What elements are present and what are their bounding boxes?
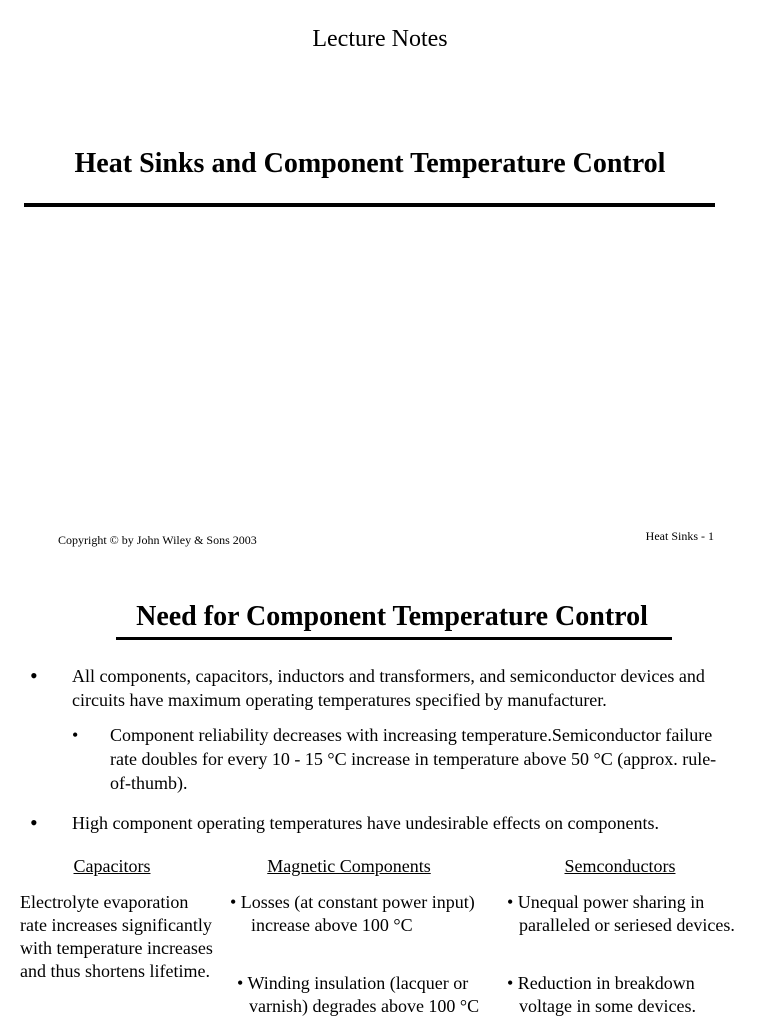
column-heading-semiconductors: Semconductors	[564, 856, 676, 876]
magnetic-item: • Losses (at constant power input) increase above 100 °C	[230, 892, 475, 935]
slide2-title: Need for Component Temperature Control	[136, 601, 648, 632]
column-heading-magnetic-components: Magnetic Components	[267, 856, 431, 876]
bullet-text: All components, capacitors, inductors and transformers, and semiconductor devices and circuits have maximum operating temperatures specified by manufacturer.	[72, 666, 705, 710]
title-divider	[24, 203, 715, 207]
column-heading-capacitors: Capacitors	[73, 856, 151, 876]
magnetic-item: • Winding insulation (lacquer or varnish) degrades above 100 °C	[237, 973, 480, 1016]
copyright-notice: Copyright © by John Wiley & Sons 2003	[58, 533, 257, 547]
slide1-title: Heat Sinks and Component Temperature Control	[74, 148, 666, 179]
sub-bullet-text: Component reliability decreases with increasing temperature.Semiconductor failure rate doubles for every 10 - 15 °C increase in temperature above 50 °C (approx. rule-of-thumb).	[110, 725, 717, 793]
semiconductor-item: • Unequal power sharing in paralleled or seriesed devices.	[507, 892, 735, 935]
lecture-notes-header: Lecture Notes	[312, 26, 448, 52]
semiconductor-item: • Reduction in breakdown voltage in some devices.	[507, 973, 696, 1016]
bullet-text: High component operating temperatures have undesirable effects on components.	[72, 813, 659, 833]
capacitors-text: Electrolyte evaporation rate increases significantly with temperature increases and thus shortens lifetime.	[20, 892, 213, 981]
bullet-marker: •	[30, 663, 38, 688]
page-label: Heat Sinks - 1	[645, 529, 714, 543]
bullet-marker: •	[30, 810, 38, 835]
slide2-title-underline	[116, 637, 672, 640]
bullet-marker: •	[72, 725, 79, 745]
